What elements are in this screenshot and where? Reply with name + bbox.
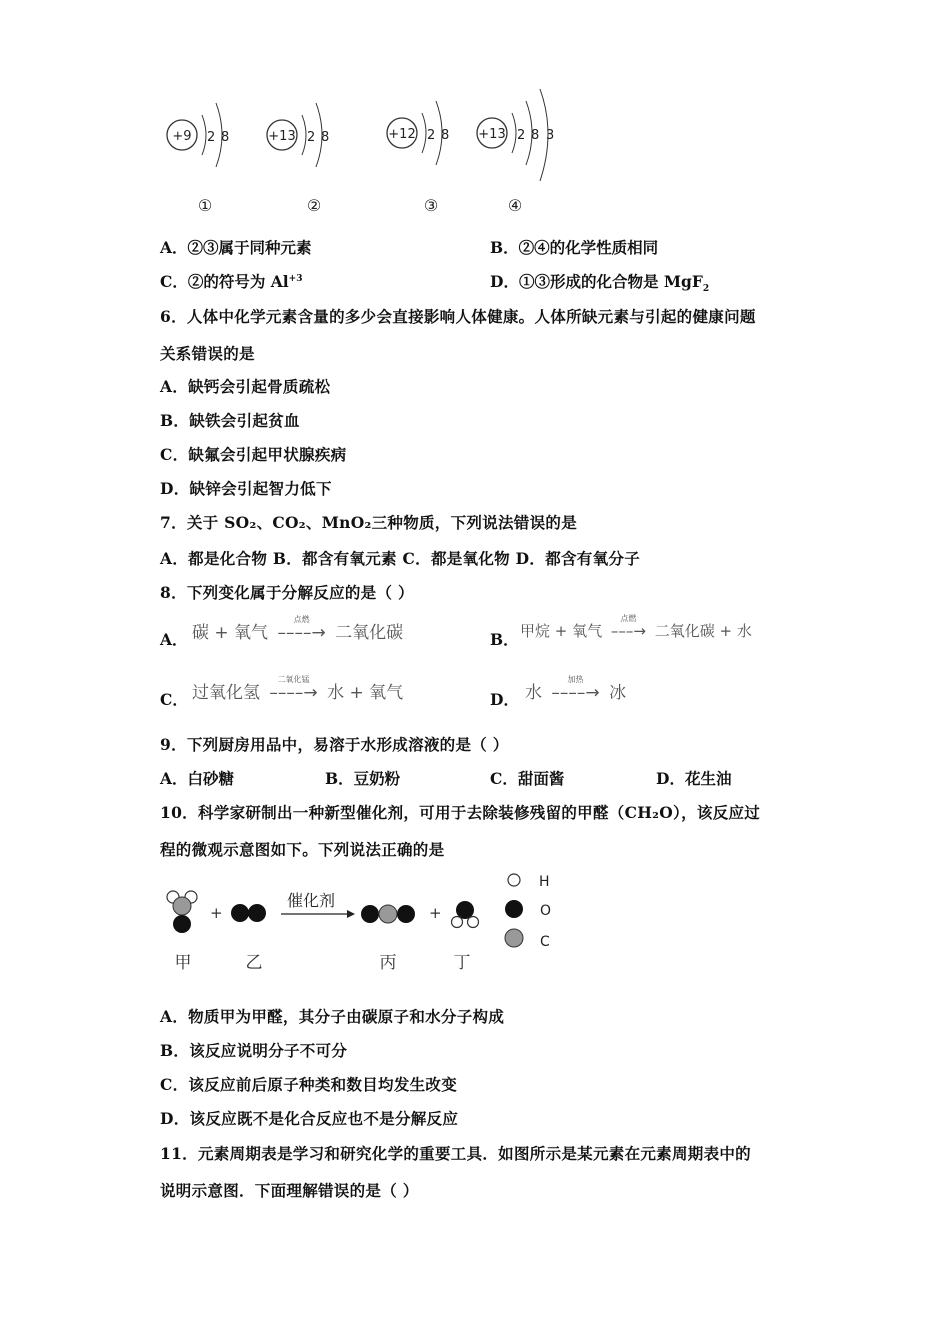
q5-option-c-text: C．②的符号为 Al (160, 272, 289, 291)
q8-d-products: 冰 (609, 683, 627, 703)
plus-2: + (429, 904, 442, 922)
q8-d-arrow: 加热 ––––→ (551, 675, 600, 703)
q8-b-reactants: 甲烷 + 氧气 (520, 622, 603, 640)
q9-option-b[interactable]: B．豆奶粉 (325, 769, 401, 788)
q8-stem: 8．下列变化属于分解反应的是（ ） (160, 583, 414, 602)
q9-option-c[interactable]: C．甜面酱 (490, 769, 565, 788)
atom-diagram-3 (387, 101, 449, 165)
q8-a-condition: 点燃 (293, 615, 310, 624)
q5-option-c[interactable] (160, 270, 302, 292)
atom-2-nucleus: +13 (268, 129, 296, 144)
q8-option-d-label[interactable]: D． (490, 690, 519, 709)
q5-option-c-charge: +3 (288, 273, 303, 284)
label-bing: 丙 (379, 953, 397, 973)
q11-stem-line-1: 11．元素周期表是学习和研究化学的重要工具．如图所示是某元素在元素周期表中的 (160, 1144, 751, 1163)
molecule-yi (231, 904, 266, 922)
q9-option-a[interactable]: A．白砂糖 (160, 769, 235, 788)
q9-option-d[interactable]: D．花生油 (656, 769, 732, 788)
q7-options[interactable]: A．都是化合物 B．都含有氧元素 C．都是氧化物 D．都含有氧分子 (160, 549, 640, 568)
legend-c: C (540, 934, 550, 950)
q8-c-reactants: 过氧化氢 (192, 683, 260, 703)
atom-4-shell-3: 3 (546, 128, 555, 143)
label-ding: 丁 (453, 953, 471, 973)
q8-option-c-label[interactable]: C． (160, 690, 188, 709)
atom-3-label: ③ (423, 196, 439, 215)
atom-diagram-2 (267, 103, 329, 167)
atom-4-shell-2: 8 (531, 128, 540, 143)
q6-stem-line-1: 6．人体中化学元素含量的多少会直接影响人体健康。人体所缺元素与引起的健康问题 (160, 307, 756, 326)
atom-1-shell-2: 8 (221, 130, 230, 145)
q6-stem-line-2: 关系错误的是 (160, 344, 255, 363)
q10-option-d[interactable]: D．该反应既不是化合反应也不是分解反应 (160, 1109, 459, 1128)
q8-option-a-equation (192, 615, 404, 643)
atom-1-shell-1: 2 (207, 130, 216, 145)
legend-h: H (539, 874, 550, 890)
q8-d-reactants: 水 (525, 683, 542, 703)
q6-option-a[interactable]: A．缺钙会引起骨质疏松 (160, 377, 331, 396)
atom-2-shell-1: 2 (307, 130, 316, 145)
atom-diagram-4 (477, 89, 554, 181)
label-jia: 甲 (174, 953, 192, 973)
molecule-bing (361, 905, 415, 923)
atom-1-nucleus: +9 (172, 129, 192, 144)
q9-stem: 9．下列厨房用品中，易溶于水形成溶液的是（ ） (160, 735, 509, 754)
catalyst-label: 催化剂 (287, 891, 336, 910)
q6-option-b[interactable]: B．缺铁会引起贫血 (160, 411, 300, 430)
atom-2-label: ② (306, 196, 322, 215)
q5-option-b[interactable]: B．②④的化学性质相同 (490, 238, 659, 257)
q5-option-d-subscript: 2 (702, 284, 710, 295)
q8-option-d-equation (525, 675, 627, 703)
molecule-jia (167, 891, 197, 933)
q5-option-a[interactable]: A．②③属于同种元素 (160, 238, 312, 257)
atom-3-shell-2: 8 (441, 128, 450, 143)
q10-option-c[interactable]: C．该反应前后原子种类和数目均发生改变 (160, 1075, 458, 1094)
q10-option-b[interactable]: B．该反应说明分子不可分 (160, 1041, 348, 1060)
plus-1: + (210, 904, 223, 922)
q8-a-reactants: 碳 + 氧气 (192, 623, 269, 643)
q8-b-arrow: 点燃 –––→ (610, 614, 646, 640)
q8-a-products: 二氧化碳 (335, 623, 404, 643)
q10-stem-line-1: 10．科学家研制出一种新型催化剂，可用于去除装修残留的甲醛（CH₂O），该反应过 (160, 803, 761, 822)
atom-4-shell-1: 2 (517, 128, 526, 143)
label-yi: 乙 (245, 953, 263, 973)
molecule-ding (452, 901, 479, 928)
atom-3-nucleus: +12 (388, 127, 416, 142)
atom-structure-diagrams (150, 85, 580, 225)
q6-option-c[interactable]: C．缺氟会引起甲状腺疾病 (160, 445, 347, 464)
q8-option-b-label[interactable]: B． (490, 630, 519, 649)
reaction-micro-diagram (155, 868, 575, 978)
atom-2-shell-2: 8 (321, 130, 330, 145)
q8-b-products: 二氧化碳 + 水 (654, 622, 752, 640)
q8-c-products: 水 + 氧气 (327, 683, 404, 703)
q8-option-a-label[interactable]: A． (160, 630, 188, 649)
q8-c-condition: 二氧化锰 (277, 675, 310, 684)
q5-option-d[interactable] (490, 270, 709, 294)
atom-diagram-1 (167, 103, 229, 167)
q10-stem-line-2: 程的微观示意图如下。下列说法正确的是 (160, 840, 445, 859)
q8-option-b-equation (520, 614, 752, 641)
atom-3-shell-1: 2 (427, 128, 436, 143)
q5-option-d-text: D．①③形成的化合物是 MgF (490, 272, 703, 291)
q8-option-c-equation (192, 675, 404, 703)
q6-option-d[interactable]: D．缺锌会引起智力低下 (160, 479, 332, 498)
legend-o: O (540, 903, 552, 919)
q7-stem: 7．关于 SO₂、CO₂、MnO₂三种物质，下列说法错误的是 (160, 513, 578, 532)
q8-d-condition: 加热 (567, 675, 584, 684)
q10-option-a[interactable]: A．物质甲为甲醛，其分子由碳原子和水分子构成 (160, 1007, 505, 1026)
atom-4-label: ④ (507, 196, 523, 215)
q8-b-condition: 点燃 (620, 614, 637, 623)
atom-1-label: ① (197, 196, 213, 215)
atom-4-nucleus: +13 (478, 127, 506, 142)
atom-legend (505, 874, 551, 950)
q11-stem-line-2: 说明示意图．下面理解错误的是（ ） (160, 1181, 419, 1200)
q8-a-arrow: 点燃 ––––→ (277, 615, 326, 643)
q8-c-arrow: 二氧化锰 ––––→ (269, 675, 318, 703)
